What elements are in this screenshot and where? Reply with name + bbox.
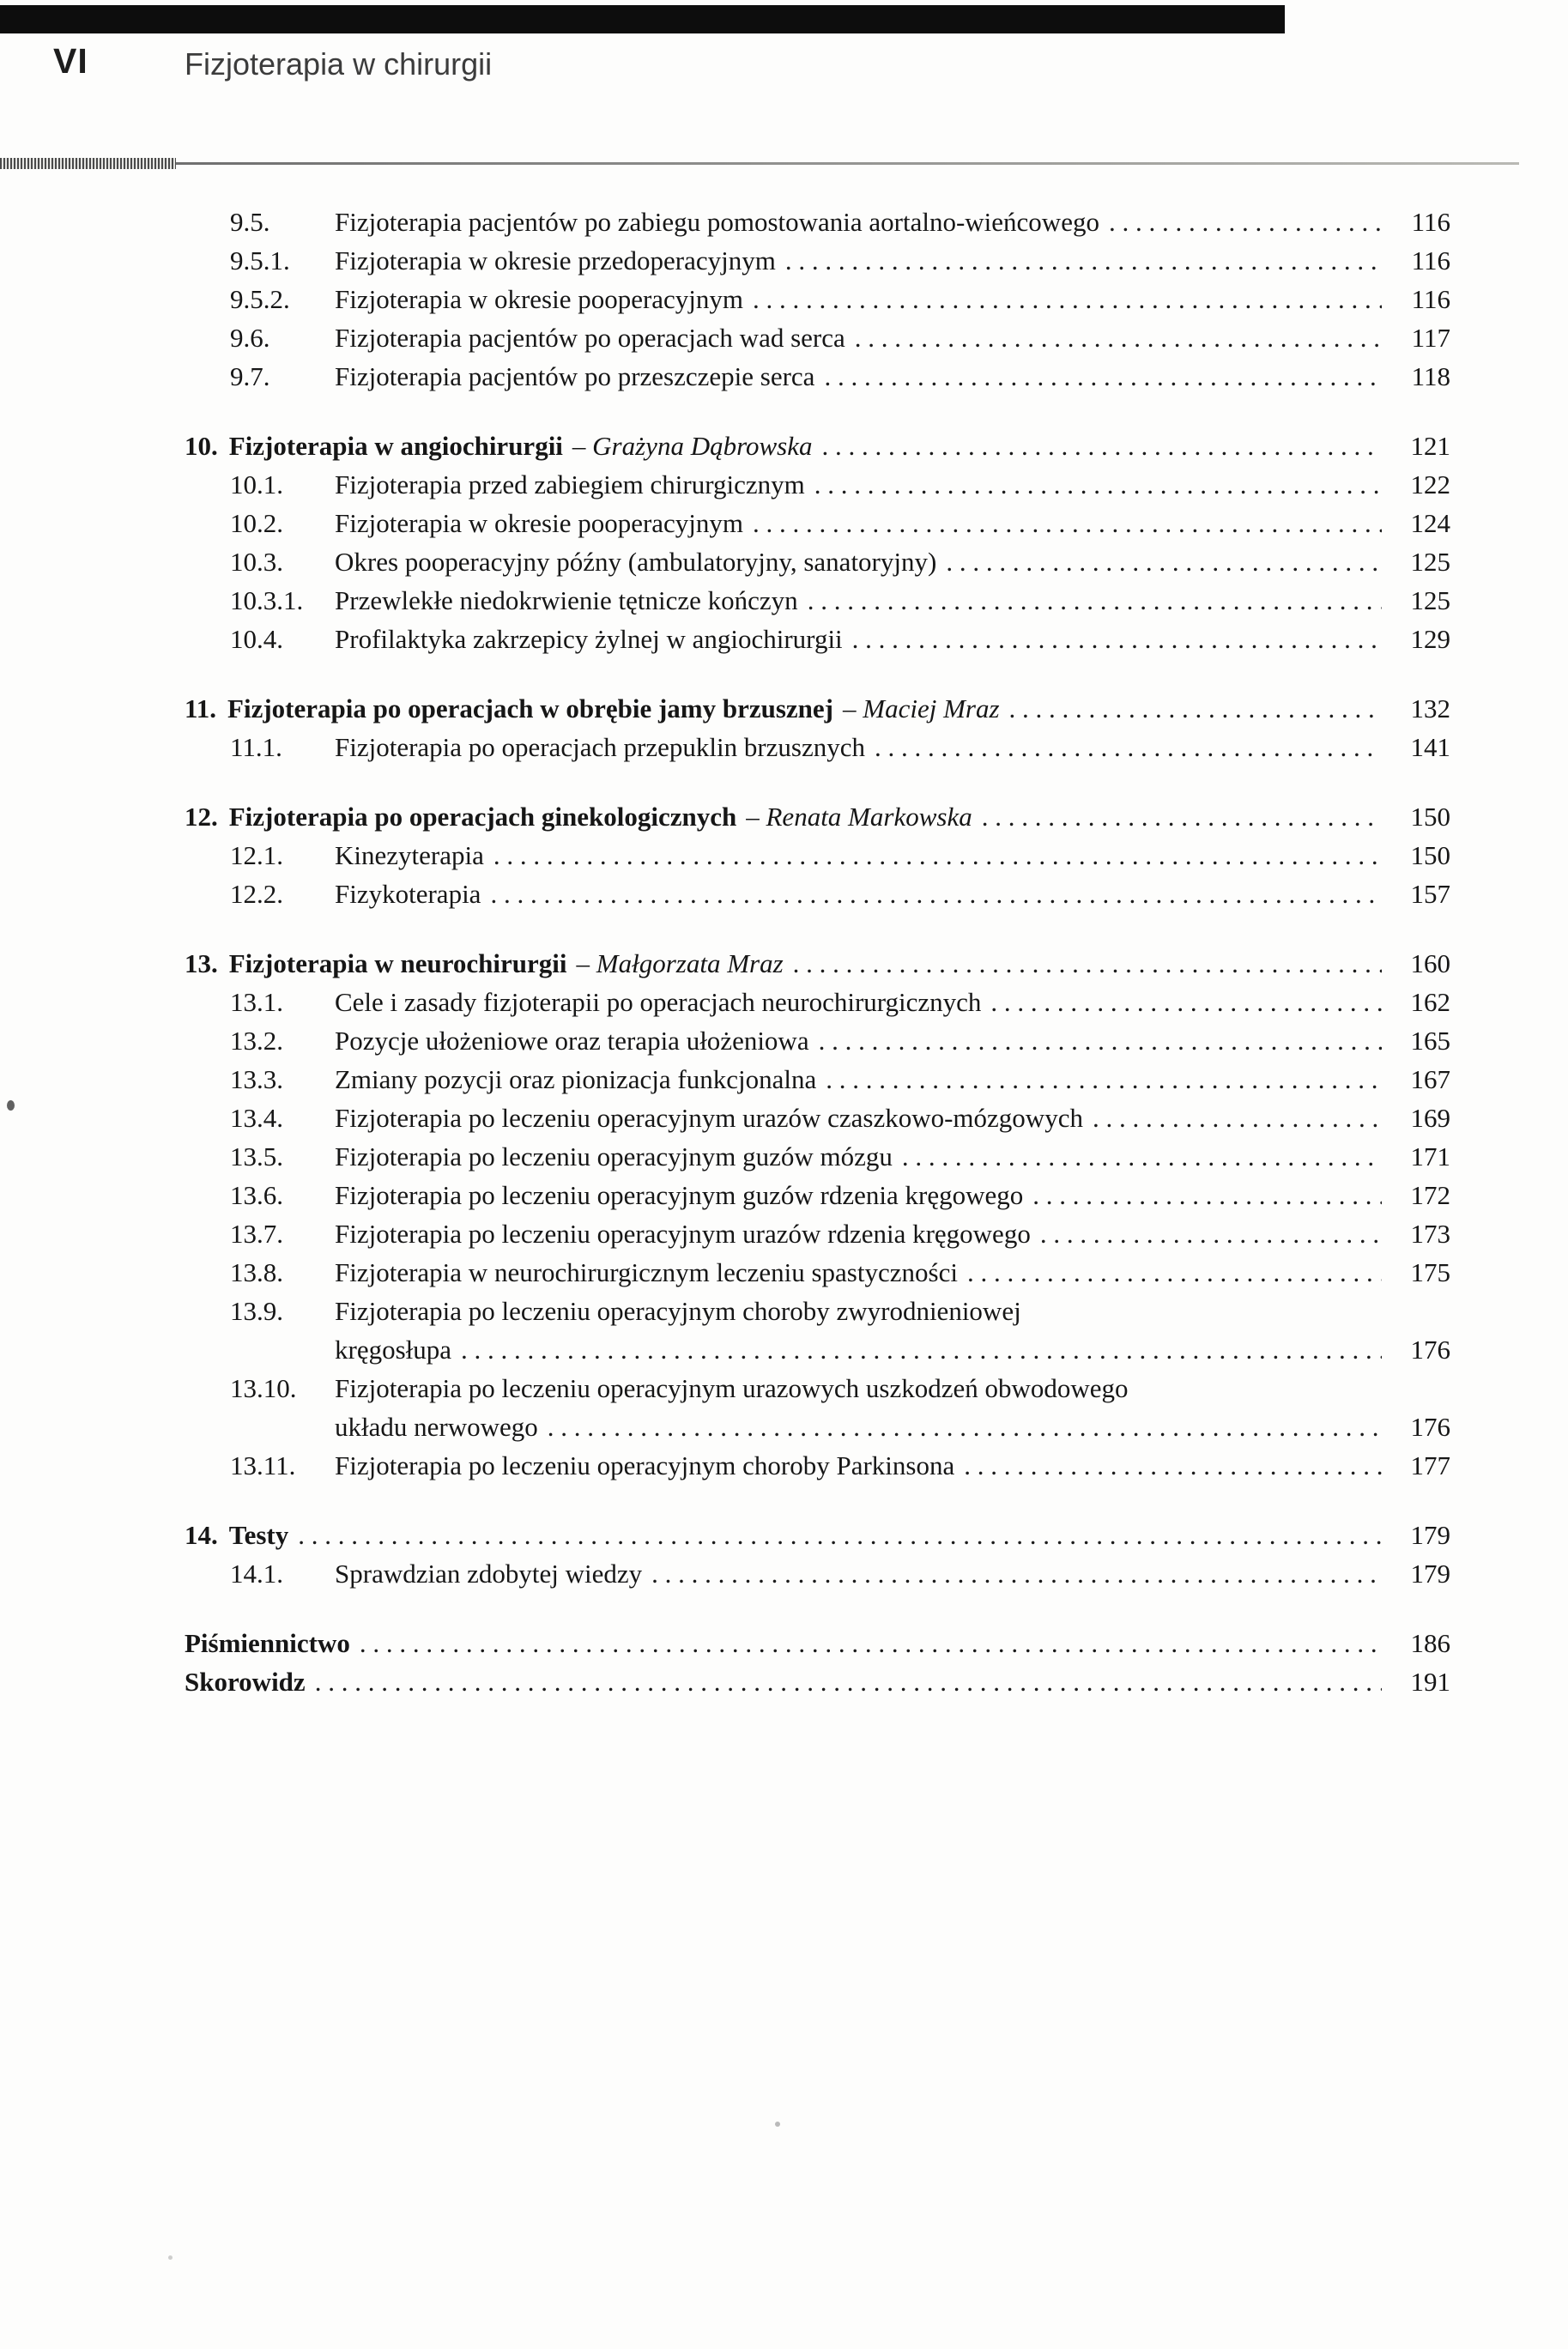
toc-entry-page: 177 [1410,1450,1450,1480]
toc-entry-number: 10.4. [230,624,283,654]
toc-entry-title: Fizjoterapia po leczeniu operacyjnym choroby zwyrodnieniowej [335,1296,1021,1326]
toc-entry-page: 118 [1411,361,1450,391]
toc-entry-title: Fizjoterapia w neurochirurgii [228,948,567,978]
toc-entry-title: Fizjoterapia po operacjach ginekologicznych [228,802,737,832]
toc-entry-title: Fizjoterapia w neurochirurgicznym leczeniu spastyczności [335,1257,958,1287]
toc-entry-page: 117 [1411,323,1450,353]
scan-speck [7,1100,15,1111]
toc-entry-number: 9.5.1. [230,245,290,275]
toc-entry-page: 191 [1410,1667,1450,1697]
dot-leader [902,1137,1382,1176]
toc-entry-number: 10.3.1. [230,585,304,615]
toc-entry-title: kręgosłupa [335,1335,452,1365]
dot-leader [824,357,1382,396]
dot-leader [1032,1176,1382,1214]
dot-leader [819,1021,1382,1060]
scan-speck [168,2255,173,2260]
toc-entry-title: Sprawdzian zdobytej wiedzy [335,1559,643,1589]
toc-entry-page: 165 [1410,1026,1450,1056]
toc-entry-number: 13.10. [230,1373,297,1403]
toc-entry-number: 13.9. [230,1296,283,1326]
toc-entry-continuation [185,1408,1450,1446]
toc-entry [185,1292,1450,1330]
toc-entry-page: 132 [1410,693,1450,723]
toc-entry-title: Fizjoterapia po operacjach w obrębie jamy brzusznej [227,693,834,723]
toc-entry-number: 9.6. [230,323,270,353]
toc-entry-title: Fizjoterapia w angiochirurgii [228,431,563,461]
running-title: Fizjoterapia w chirurgii [185,46,493,82]
dot-leader [493,836,1382,875]
toc-entry-number: 12.2. [230,879,283,909]
dot-leader [315,1662,1382,1701]
toc-entry-title: Fizjoterapia po leczeniu operacyjnym choroby Parkinsona [335,1450,955,1480]
dot-leader [548,1408,1382,1446]
toc-entry-title: Piśmiennictwo [185,1628,350,1658]
dot-leader [461,1330,1382,1369]
toc-entry-title: Fizjoterapia pacjentów po zabiegu pomostowania aortalno-wieńcowego [335,207,1099,237]
toc-entry-title: Profilaktyka zakrzepicy żylnej w angiochirurgii [335,624,843,654]
toc-entry [185,875,1450,913]
toc-entry [185,1137,1450,1176]
toc-entry-page: 167 [1410,1064,1450,1094]
toc-entry-page: 169 [1410,1103,1450,1133]
dot-leader [808,581,1382,620]
toc-entry-title: Fizjoterapia przed zabiegiem chirurgicznym [335,469,805,499]
dot-leader [360,1624,1382,1662]
toc-entry [185,1214,1450,1253]
toc-entry-page: 171 [1410,1141,1450,1171]
toc-entry [185,1624,1450,1662]
page-number: VI [53,41,88,81]
toc-entry [185,1176,1450,1214]
toc-entry-title: Pozycje ułożeniowe oraz terapia ułożeniowa [335,1026,809,1056]
toc-entry-author: – Renata Markowska [746,802,972,832]
dot-leader [982,797,1382,836]
toc-entry-title: Fizjoterapia pacjentów po przeszczepie serca [335,361,815,391]
toc-entry-number: 9.5. [230,207,270,237]
dot-leader [855,318,1382,357]
toc-entry-page: 125 [1410,585,1450,615]
header-rule-halftone [0,158,176,169]
toc-entry-number: 12.1. [230,840,283,870]
toc-entry-number: 11. [185,693,217,723]
toc-entry-title: Fizjoterapia w okresie pooperacyjnym [335,284,744,314]
toc-entry [185,1662,1450,1701]
toc-entry-number: 11.1. [230,732,282,762]
toc-list [185,203,1450,1701]
toc-entry-title: Fizjoterapia po leczeniu operacyjnym guzów mózgu [335,1141,893,1171]
toc-entry [185,1253,1450,1292]
toc-entry-number: 13.3. [230,1064,283,1094]
toc-entry-page: 129 [1410,624,1450,654]
dot-leader [793,944,1382,983]
dot-leader [651,1554,1382,1593]
toc-entry [185,836,1450,875]
dot-leader [1040,1214,1382,1253]
toc-entry [185,1060,1450,1099]
toc-entry-number: 13.6. [230,1180,283,1210]
dot-leader [964,1446,1382,1485]
dot-leader [946,542,1382,581]
toc-entry-page: 179 [1410,1520,1450,1550]
toc-entry-page: 122 [1410,469,1450,499]
toc-entry-title: Fizjoterapia w okresie pooperacyjnym [335,508,744,538]
toc-entry-number: 13.2. [230,1026,283,1056]
toc-entry-number: 13. [185,948,218,978]
toc-entry [185,581,1450,620]
toc-entry-page: 124 [1410,508,1450,538]
toc-entry-page: 116 [1411,284,1450,314]
toc-entry [185,504,1450,542]
toc-entry-title: Fizykoterapia [335,879,481,909]
toc-entry [185,728,1450,766]
toc-entry-page: 157 [1410,879,1450,909]
toc-entry-page: 121 [1410,431,1450,461]
toc-entry-number: 14.1. [230,1559,283,1589]
dot-leader [1093,1099,1382,1137]
toc-entry [185,1021,1450,1060]
dot-leader [990,983,1382,1021]
toc-entry-number: 13.5. [230,1141,283,1171]
toc-entry-number: 10. [185,431,218,461]
header-rule-line [176,162,1519,165]
toc-entry-page: 175 [1410,1257,1450,1287]
toc-entry-title: Fizjoterapia pacjentów po operacjach wad serca [335,323,845,353]
toc-entry [185,1446,1450,1485]
toc-entry-number: 9.5.2. [230,284,290,314]
toc-entry-page: 160 [1410,948,1450,978]
toc-entry [185,357,1450,396]
toc-entry-page: 150 [1410,802,1450,832]
toc-entry-author: – Maciej Mraz [843,693,1000,723]
toc-entry-number: 14. [185,1520,218,1550]
dot-leader [852,620,1382,658]
toc-entry-page: 176 [1410,1335,1450,1365]
toc-entry [185,944,1450,983]
toc-entry [185,620,1450,658]
toc-entry-page: 172 [1410,1180,1450,1210]
toc-entry [185,1369,1450,1408]
scan-speck [775,2122,780,2127]
dot-leader [490,875,1382,913]
toc-entry-number: 13.7. [230,1219,283,1249]
toc-entry-title: układu nerwowego [335,1412,538,1442]
toc-entry-number: 13.8. [230,1257,283,1287]
toc-entry-number: 13.11. [230,1450,296,1480]
toc-entry-page: 116 [1411,207,1450,237]
toc-entry-title: Fizjoterapia po operacjach przepuklin brzusznych [335,732,866,762]
toc-entry-title: Skorowidz [185,1667,306,1697]
dot-leader [785,241,1382,280]
dot-leader [1109,203,1382,241]
toc-entry [185,542,1450,581]
toc-entry-number: 10.3. [230,547,283,577]
toc-entry [185,1554,1450,1593]
toc-entry-title: Fizjoterapia po leczeniu operacyjnym urazów rdzenia kręgowego [335,1219,1031,1249]
toc-entry [185,203,1450,241]
toc-entry-page: 141 [1410,732,1450,762]
toc-entry-title: Kinezyterapia [335,840,484,870]
toc-entry [185,427,1450,465]
toc-entry-continuation [185,1330,1450,1369]
toc-entry [185,797,1450,836]
dot-leader [298,1516,1382,1554]
toc-entry [185,689,1450,728]
header-rule [0,157,1519,170]
top-black-bar [0,5,1285,33]
toc-entry-page: 179 [1410,1559,1450,1589]
toc-entry [185,280,1450,318]
toc-entry-number: 10.2. [230,508,283,538]
dot-leader [1009,689,1382,728]
toc-entry-page: 125 [1410,547,1450,577]
dot-leader [875,728,1382,766]
toc-entry-author: – Małgorzata Mraz [576,948,784,978]
toc-entry-page: 186 [1410,1628,1450,1658]
toc-entry-number: 10.1. [230,469,283,499]
toc-entry-title: Fizjoterapia po leczeniu operacyjnym urazowych uszkodzeń obwodowego [335,1373,1129,1403]
toc-entry-author: – Grażyna Dąbrowska [572,431,813,461]
dot-leader [753,280,1382,318]
toc-entry [185,983,1450,1021]
toc-entry-title: Zmiany pozycji oraz pionizacja funkcjonalna [335,1064,817,1094]
dot-leader [753,504,1382,542]
toc-entry-number: 13.1. [230,987,283,1017]
toc-entry [185,318,1450,357]
dot-leader [826,1060,1382,1099]
toc-entry-number: 9.7. [230,361,270,391]
toc-entry-number: 12. [185,802,218,832]
toc-entry [185,241,1450,280]
dot-leader [814,465,1382,504]
toc-entry-title: Testy [228,1520,289,1550]
toc-entry-title: Okres pooperacyjny późny (ambulatoryjny, sanatoryjny) [335,547,937,577]
toc-entry-page: 150 [1410,840,1450,870]
toc-entry-number: 13.4. [230,1103,283,1133]
toc-entry-page: 162 [1410,987,1450,1017]
toc-entry-title: Fizjoterapia w okresie przedoperacyjnym [335,245,776,275]
toc-entry [185,1099,1450,1137]
toc-entry-title: Przewlekłe niedokrwienie tętnicze kończyn [335,585,798,615]
dot-leader [822,427,1383,465]
toc-entry [185,1516,1450,1554]
toc-entry-page: 173 [1410,1219,1450,1249]
toc-entry-page: 116 [1411,245,1450,275]
toc-entry-title: Fizjoterapia po leczeniu operacyjnym urazów czaszkowo-mózgowych [335,1103,1083,1133]
toc-entry-title: Fizjoterapia po leczeniu operacyjnym guzów rdzenia kręgowego [335,1180,1024,1210]
toc-entry [185,465,1450,504]
toc-entry-page: 176 [1410,1412,1450,1442]
dot-leader [967,1253,1382,1292]
toc-entry-title: Cele i zasady fizjoterapii po operacjach neurochirurgicznych [335,987,982,1017]
